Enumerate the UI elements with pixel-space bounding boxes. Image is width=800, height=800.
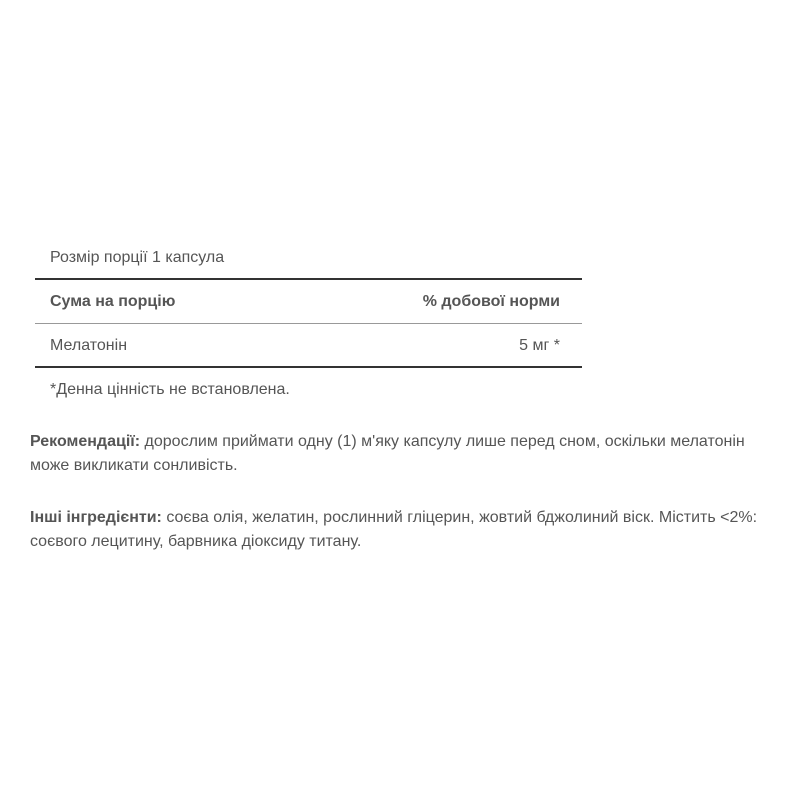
supplement-facts-panel bbox=[35, 238, 582, 402]
daily-value-label: % добової норми bbox=[422, 293, 560, 310]
serving-size: Розмір порції 1 капсула bbox=[35, 238, 582, 280]
recommendations-paragraph bbox=[30, 430, 775, 478]
other-ingredients-label: Інші інгредієнти: bbox=[30, 509, 162, 526]
other-ingredients-text: соєва олія, желатин, рослинний гліцерин, жовтий бджолиний віск. Містить <2%: соєвого лецитину, барвника діоксиду титану. bbox=[30, 509, 758, 550]
facts-row-melatonin bbox=[35, 324, 582, 368]
amount-per-serving-label: Сума на порцію bbox=[50, 293, 176, 310]
daily-value-footnote: *Денна цінність не встановлена. bbox=[50, 381, 290, 398]
facts-header-row bbox=[35, 280, 582, 324]
ingredient-amount: 5 мг * bbox=[519, 337, 560, 354]
ingredient-name: Мелатонін bbox=[50, 337, 128, 354]
recommendations-label: Рекомендації: bbox=[30, 433, 141, 450]
recommendations-text: дорослим приймати одну (1) м'яку капсулу лише перед сном, оскільки мелатонін може викликати сонливість. bbox=[30, 433, 745, 474]
other-ingredients-paragraph bbox=[30, 506, 775, 554]
